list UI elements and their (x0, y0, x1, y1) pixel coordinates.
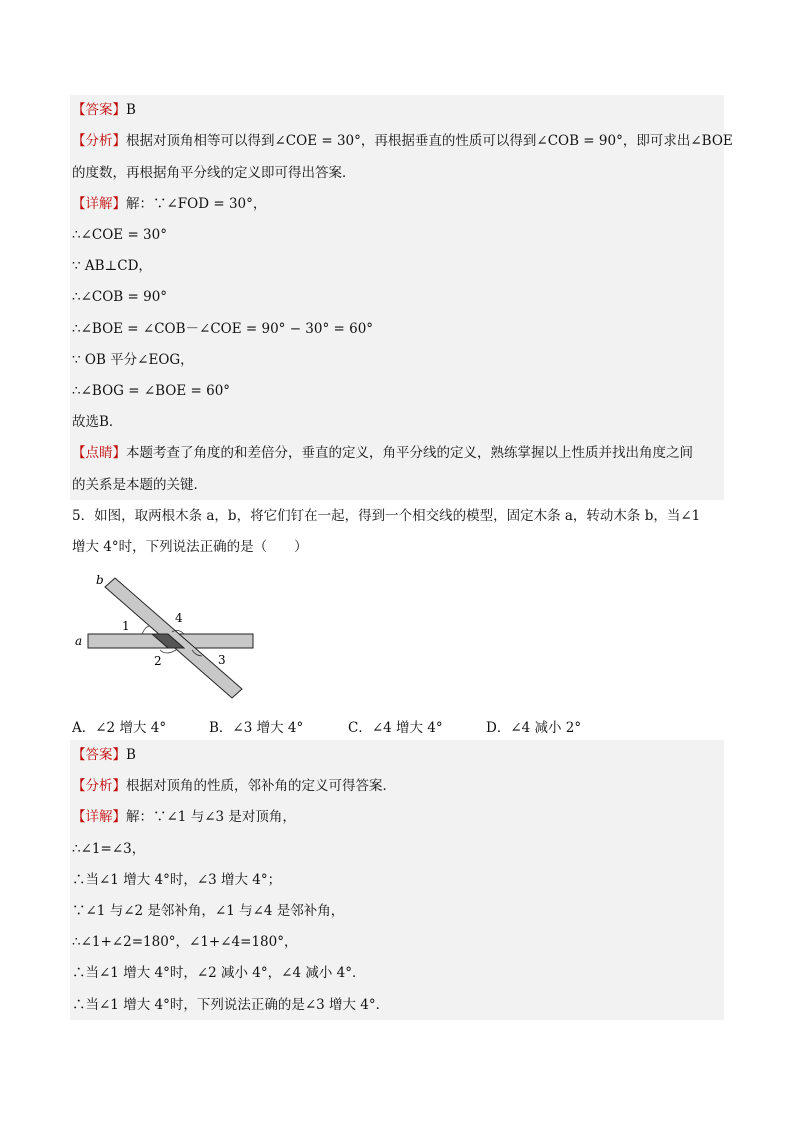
detail-tag-2: 【详解】 (72, 809, 126, 825)
step-4: ∴∠BOE = ∠COB－∠COE = 90° − 30° = 60° (72, 321, 374, 337)
angle-1-arc (142, 626, 149, 634)
step-b2-1: ∴∠1=∠3， (72, 841, 146, 857)
analysis-text-2: 根据对顶角的性质，邻补角的定义可得答案． (126, 778, 396, 794)
answer-line (72, 101, 136, 119)
comment-line-2: 的关系是本题的关键． (72, 477, 207, 493)
comment-tag: 【点睛】 (72, 445, 126, 461)
label-b: b (96, 573, 104, 587)
answer-value-2: B (126, 747, 136, 763)
analysis-line-1 (72, 132, 733, 150)
step-5: ∵ OB 平分∠EOG， (72, 352, 194, 368)
detail-line-b2 (72, 808, 296, 826)
analysis-line-2: 的度数，再根据角平分线的定义即可得出答案． (72, 165, 356, 181)
question-5-line-1: 5．如图，取两根木条 a，b，将它们钉在一起，得到一个相交线的模型，固定木条 a，转动木条 b，当∠1 (72, 508, 701, 524)
detail-text-2: 解：∵∠1 与∠3 是对顶角， (126, 809, 296, 825)
question-5-line-2: 增大 4°时，下列说法正确的是（ ） (72, 539, 308, 555)
step-b2-6: ∴当∠1 增大 4°时，下列说法正确的是∠3 增大 4°． (72, 997, 390, 1013)
angle-2-arc (160, 650, 176, 653)
analysis-tag: 【分析】 (72, 133, 126, 149)
answer-line-2 (72, 746, 136, 764)
step-1: ∴∠COE = 30° (72, 227, 167, 243)
step-b2-4: ∴∠1+∠2=180°，∠1+∠4=180°， (72, 934, 298, 950)
option-b: B．∠3 增大 4° (209, 720, 304, 736)
step-b2-3: ∵∠1 与∠2 是邻补角，∠1 与∠4 是邻补角， (72, 903, 345, 919)
intersecting-sticks-figure (72, 572, 262, 704)
step-b2-2: ∴当∠1 增大 4°时，∠3 增大 4°； (72, 872, 282, 888)
answer-tag: 【答案】 (72, 102, 126, 118)
label-3: 3 (218, 653, 226, 667)
answer-tag-2: 【答案】 (72, 747, 126, 763)
step-7: 故选B． (72, 414, 123, 430)
analysis-line-b2 (72, 777, 396, 795)
comment-line-1 (72, 444, 693, 462)
step-b2-5: ∴当∠1 增大 4°时，∠2 减小 4°，∠4 减小 4°． (72, 965, 366, 981)
analysis-tag-2: 【分析】 (72, 778, 126, 794)
step-2: ∵ AB⊥CD， (72, 258, 152, 274)
label-1: 1 (122, 619, 130, 633)
detail-tag: 【详解】 (72, 196, 126, 212)
comment-text: 本题考查了角度的和差倍分，垂直的定义，角平分线的定义，熟练掌握以上性质并找出角度之间 (126, 445, 693, 461)
detail-line-1 (72, 195, 266, 213)
label-2: 2 (154, 654, 162, 668)
detail-text: 解：∵∠FOD = 30°， (126, 196, 267, 212)
option-a: A．∠2 增大 4° (72, 720, 167, 736)
step-6: ∴∠BOG = ∠BOE = 60° (72, 383, 231, 399)
solution-block-1 (70, 95, 724, 500)
label-4: 4 (175, 611, 183, 625)
option-d: D．∠4 减小 2° (486, 720, 582, 736)
answer-value: B (126, 102, 136, 118)
step-3: ∴∠COB = 90° (72, 289, 168, 305)
label-a: a (75, 634, 83, 648)
option-c: C．∠4 增大 4° (348, 720, 443, 736)
analysis-text: 根据对顶角相等可以得到∠COE = 30°，再根据垂直的性质可以得到∠COB = 90°，即可求出∠BOE (126, 133, 733, 149)
